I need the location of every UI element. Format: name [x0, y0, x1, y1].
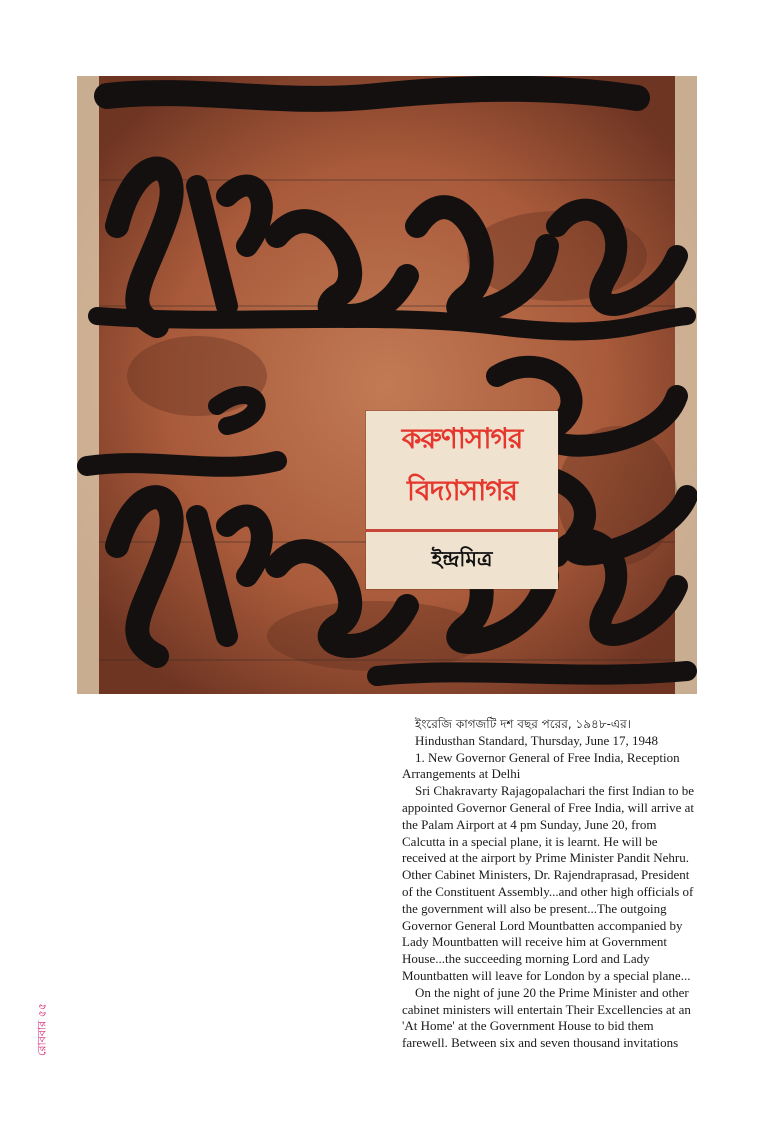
- book-cover-image: [77, 76, 697, 694]
- page-footer-vertical: [33, 1000, 53, 1060]
- article-source: Hindusthan Standard, Thursday, June 17, 1948: [415, 732, 659, 748]
- article-paragraph-2: On the night of june 20 the Prime Minister and other cabinet ministers will entertain Their Excellencies at an 'At Home' at the Government House to bid them farewell. Between six and seven thousand invitations: [402, 984, 691, 1051]
- magazine-page-label: রোববার ৫৫: [35, 1003, 49, 1056]
- cover-title-line-2: বিদ্যাসাগর: [407, 474, 517, 507]
- cover-author: ইন্দ্রমিত্র: [431, 547, 493, 571]
- article-heading: 1. New Governor General of Free India, Reception Arrangements at Delhi: [402, 749, 680, 782]
- cover-title-label: [366, 411, 558, 589]
- cover-divider: [366, 529, 558, 532]
- article-paragraph-1: Sri Chakravarty Rajagopalachari the first Indian to be appointed Governor General of Free India, will arrive at the Palam Airport at 4 pm Sunday, June 20, from Calcutta in a special plane, it is learnt. He will be received at the airport by Prime Minister Pandit Nehru. Other Cabinet Ministers, Dr. Rajendraprasad, President of the Constituent Assembly...and other high officials of the government will also be present...The outgoing Governor General Lord Mountbatten accompanied by Lady Mountbatten will receive him at Government House...the succeeding morning Lord and Lady Mountbatten will leave for London by a special plane...: [402, 783, 695, 983]
- article-intro: ইংরেজি কাগজটি দশ বছর পরের, ১৯৪৮-এর।: [415, 717, 631, 731]
- cover-artwork: [77, 76, 697, 694]
- article-text: [402, 716, 702, 1052]
- cover-title-line-1: করুণাসাগর: [401, 422, 523, 455]
